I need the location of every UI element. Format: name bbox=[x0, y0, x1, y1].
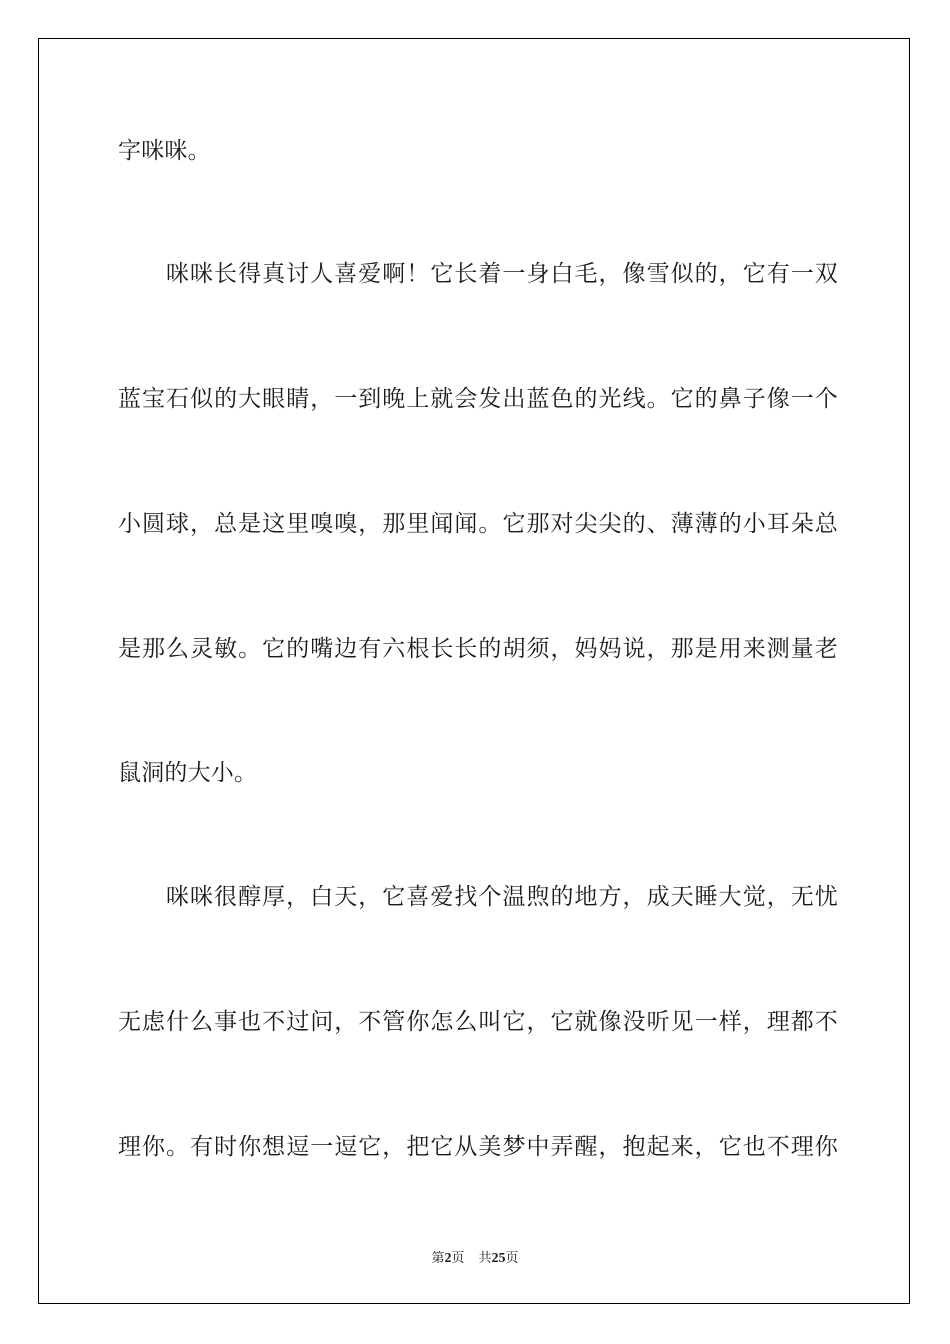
text-line: 是那么灵敏。它的嘴边有六根长长的胡须，妈妈说，那是用来测量老 bbox=[118, 636, 838, 662]
page-border bbox=[38, 38, 910, 1304]
current-page-number: 2 bbox=[444, 1251, 452, 1266]
text-line: 无虑什么事也不过问，不管你怎么叫它，它就像没听见一样，理都不 bbox=[118, 1009, 838, 1035]
total-label-suffix: 页 bbox=[505, 1251, 519, 1266]
text-line: 鼠洞的大小。 bbox=[118, 760, 258, 786]
paragraph-first-line: 咪咪很醇厚，白天，它喜爱找个温煦的地方，成天睡大觉，无忧 bbox=[166, 884, 838, 910]
page-label-suffix: 页 bbox=[451, 1251, 465, 1266]
total-label-prefix: 共 bbox=[478, 1251, 492, 1266]
text-line: 理你。有时你想逗一逗它，把它从美梦中弄醒，抱起来，它也不理你 bbox=[118, 1134, 838, 1160]
text-line: 小圆球，总是这里嗅嗅，那里闻闻。它那对尖尖的、薄薄的小耳朵总 bbox=[118, 511, 838, 537]
paragraph-first-line: 咪咪长得真讨人喜爱啊！它长着一身白毛，像雪似的，它有一双 bbox=[166, 261, 838, 287]
total-page-count: 25 bbox=[491, 1251, 506, 1266]
text-line: 字咪咪。 bbox=[118, 138, 211, 164]
text-line: 蓝宝石似的大眼睛，一到晚上就会发出蓝色的光线。它的鼻子像一个 bbox=[118, 386, 838, 412]
page-label-prefix: 第 bbox=[431, 1251, 445, 1266]
page-footer bbox=[0, 1247, 950, 1267]
